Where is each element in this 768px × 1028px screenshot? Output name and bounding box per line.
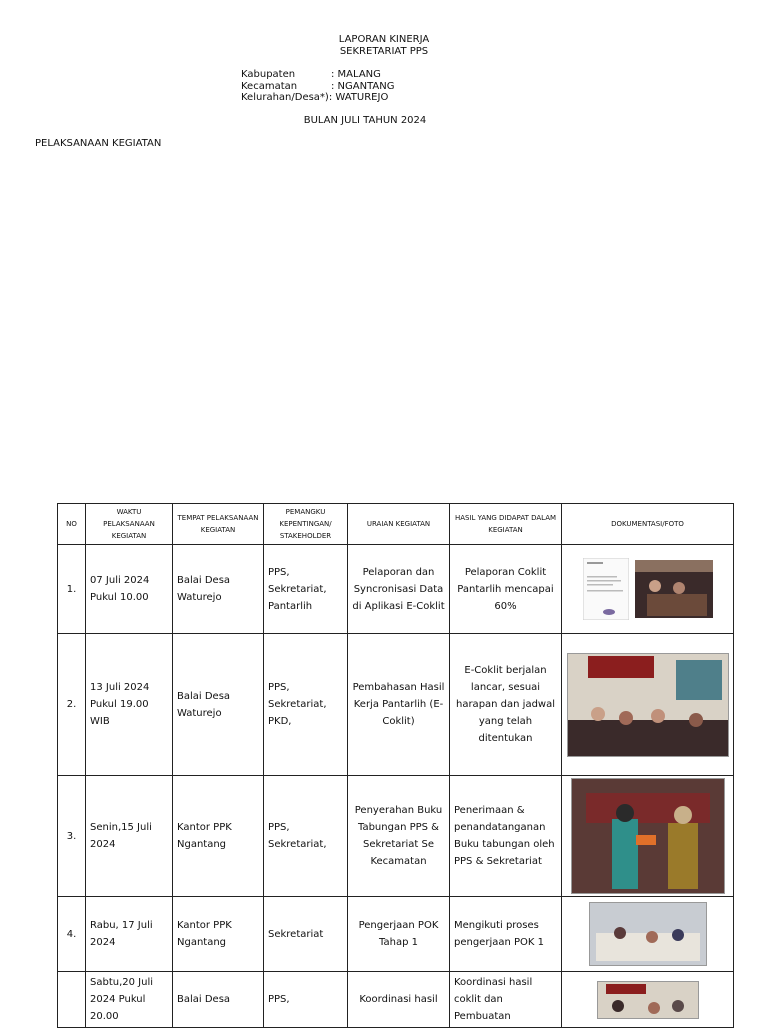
header-waktu: WAKTU PELAKSANAAN KEGIATAN: [86, 504, 173, 545]
row-uraian: Koordinasi hasil: [348, 972, 450, 1028]
location-block: [241, 69, 395, 104]
row-pemangku: PPS, Sekretariat,: [264, 776, 348, 897]
row-no: 4.: [58, 897, 86, 972]
header-no: NO: [58, 504, 86, 545]
header-uraian: URAIAN KEGIATAN: [348, 504, 450, 545]
row-waktu: 07 Juli 2024 Pukul 10.00: [86, 545, 173, 634]
table-row: [58, 634, 734, 776]
row-tempat: Balai Desa: [173, 972, 264, 1028]
kabupaten-label: Kabupaten: [241, 69, 296, 80]
meeting-room-photo: [567, 653, 729, 757]
header-dokumentasi: DOKUMENTASI/FOTO: [562, 504, 734, 545]
row-no: 3.: [58, 776, 86, 897]
kelurahan-label: Kelurahan/Desa*): [241, 92, 329, 103]
kelurahan-value: : WATUREJO: [328, 92, 389, 103]
row-no: 1.: [58, 545, 86, 634]
row-tempat: Balai Desa Waturejo: [173, 545, 264, 634]
row-hasil: Koordinasi hasil coklit dan Pembuatan: [450, 972, 562, 1028]
row-waktu: 13 Juli 2024 Pukul 19.00 WIB: [86, 634, 173, 776]
row-hasil: Pelaporan Coklit Pantarlih mencapai 60%: [450, 545, 562, 634]
header-hasil: HASIL YANG DIDAPAT DALAM KEGIATAN: [450, 504, 562, 545]
row-dokumentasi: [562, 545, 734, 634]
table-header-row: [58, 504, 734, 545]
kabupaten-row: [241, 69, 395, 81]
header-pemangku: PEMANGKU KEPENTINGAN/ STAKEHOLDER: [264, 504, 348, 545]
report-header: [0, 34, 768, 57]
row-uraian: Penyerahan Buku Tabungan PPS & Sekretariat Se Kecamatan: [348, 776, 450, 897]
row-waktu: Sabtu,20 Juli 2024 Pukul 20.00: [86, 972, 173, 1028]
row-waktu: Rabu, 17 Juli 2024: [86, 897, 173, 972]
kecamatan-label: Kecamatan: [241, 80, 298, 92]
kecamatan-value: : NGANTANG: [331, 80, 395, 92]
row-hasil: E-Coklit berjalan lancar, sesuai harapan dan jadwal yang telah ditentukan: [450, 634, 562, 776]
row-pemangku: PPS,: [264, 972, 348, 1028]
row-uraian: Pengerjaan POK Tahap 1: [348, 897, 450, 972]
kabupaten-value: : MALANG: [331, 69, 381, 80]
row-waktu: Senin,15 Juli 2024: [86, 776, 173, 897]
report-subtitle: SEKRETARIAT PPS: [339, 45, 429, 57]
handover-photo: [571, 778, 725, 894]
row-pemangku: PPS, Sekretariat, PKD,: [264, 634, 348, 776]
coordination-photo: [597, 981, 699, 1019]
table-row: [58, 776, 734, 897]
row-tempat: Kantor PPK Ngantang: [173, 897, 264, 972]
kecamatan-row: [241, 81, 395, 93]
table-row: [58, 972, 734, 1028]
row-dokumentasi: [562, 972, 734, 1028]
meeting-photo: [635, 560, 713, 618]
row-pemangku: PPS, Sekretariat, Pantarlih: [264, 545, 348, 634]
report-title: LAPORAN KINERJA: [338, 34, 430, 45]
row-dokumentasi: [562, 776, 734, 897]
row-uraian: Pembahasan Hasil Kerja Pantarlih (E-Coklit): [348, 634, 450, 776]
row-no: 2.: [58, 634, 86, 776]
kelurahan-row: [241, 92, 395, 104]
row-no: [58, 972, 86, 1028]
row-hasil: Penerimaan & penandatanganan Buku tabungan oleh PPS & Sekretariat: [450, 776, 562, 897]
table-row: [58, 545, 734, 634]
header-tempat: TEMPAT PELAKSANAAN KEGIATAN: [173, 504, 264, 545]
row-pemangku: Sekretariat: [264, 897, 348, 972]
row-uraian: Pelaporan dan Syncronisasi Data di Aplikasi E-Coklit: [348, 545, 450, 634]
row-tempat: Kantor PPK Ngantang: [173, 776, 264, 897]
activity-table: [57, 503, 734, 1028]
letter-document-photo: [583, 558, 629, 620]
row-tempat: Balai Desa Waturejo: [173, 634, 264, 776]
section-title: PELAKSANAAN KEGIATAN: [35, 138, 162, 149]
table-row: [58, 897, 734, 972]
row-dokumentasi: [562, 634, 734, 776]
work-session-photo: [589, 902, 707, 966]
row-dokumentasi: [562, 897, 734, 972]
row-hasil: Mengikuti proses pengerjaan POK 1: [450, 897, 562, 972]
report-period: BULAN JULI TAHUN 2024: [303, 115, 427, 126]
